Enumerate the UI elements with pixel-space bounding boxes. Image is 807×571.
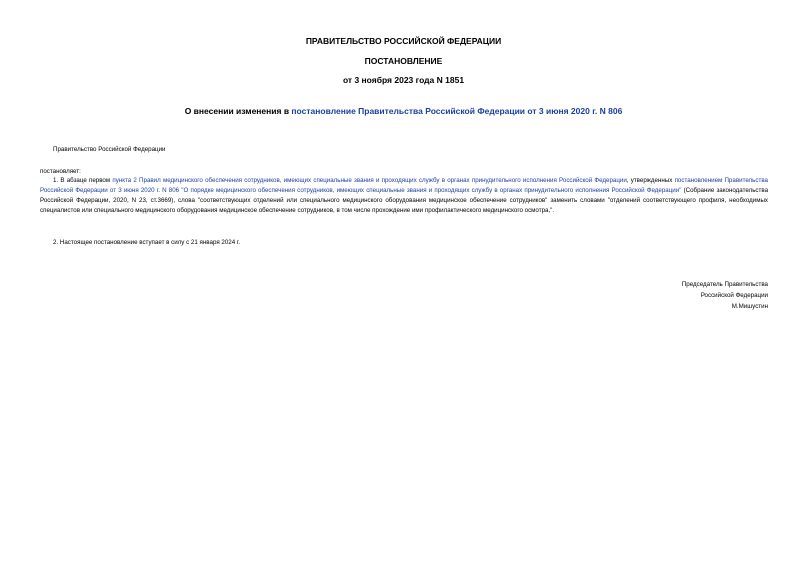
- title-link-resolution-806[interactable]: постановление Правительства Российской Федерации от 3 июня 2020 г. N 806: [291, 106, 623, 116]
- p1-link-resolution-806[interactable]: постановлением Правительства Российской Федерации от 3 июня 2020 г. N 806 "О порядке медицинского обеспечения сотрудников, имеющих специальные звания и проходящих службу в органах принудительного исполнения Российской Федерации": [40, 177, 768, 194]
- date-number-heading: от 3 ноября 2023 года N 1851: [342, 75, 465, 85]
- p1-text-mid: , утвержденных: [626, 177, 675, 184]
- issuer-line: Правительство Российской Федерации: [53, 146, 166, 153]
- signature-line-3: М.Мишустин: [731, 303, 768, 310]
- p1-text-end: (Собрание законодательства Российской Федерации, 2020, N 23, ст.3669), слова "соответствующих отделений или специального медицинского оборудования медицинское обеспечение сотрудников" заменить словами "отделений соответствующего профиля, необходимых специалистов или специального медицинского оборудования медицинское обеспечение сотрудников, в том числе прохождение ими профилактического медицинского осмотра,".: [40, 187, 769, 214]
- p1-text-start: 1. В абзаце первом: [53, 177, 113, 184]
- p1-link-rules-point-2[interactable]: пункта 2 Правил медицинского обеспечения сотрудников, имеющих специальные звания и проходящих службу в органах принудительного исполнения Российской Федерации: [112, 177, 627, 184]
- signature-line-1: Председатель Правительства: [681, 281, 768, 288]
- document-title: [0, 106, 807, 117]
- government-heading: ПРАВИТЕЛЬСТВО РОССИЙСКОЙ ФЕДЕРАЦИИ: [305, 36, 502, 46]
- signature-block: [682, 279, 768, 312]
- document-type-heading: ПОСТАНОВЛЕНИЕ: [364, 56, 443, 66]
- signature-line-2: Российской Федерации: [700, 292, 768, 299]
- paragraph-2: 2. Настоящее постановление вступает в силу с 21 января 2024 г.: [53, 239, 241, 246]
- decides-line: постановляет:: [40, 168, 81, 175]
- paragraph-1: [40, 176, 768, 216]
- title-prefix: О внесении изменения в: [184, 106, 292, 116]
